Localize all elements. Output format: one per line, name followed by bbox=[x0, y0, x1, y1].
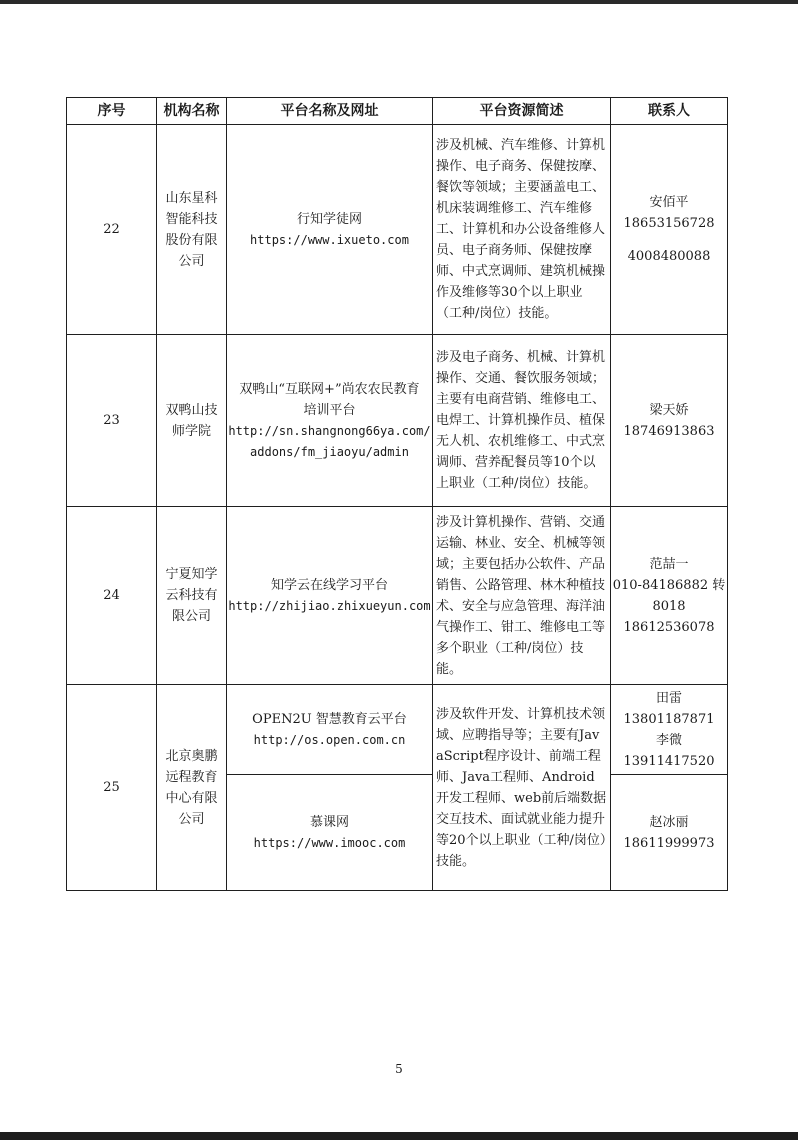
platform-url[interactable]: https://www.ixueto.com bbox=[250, 232, 409, 247]
page-number: 5 bbox=[395, 1062, 403, 1076]
platform-url[interactable]: addons/fm_jiaoyu/admin bbox=[250, 444, 409, 459]
contact-phone: 010-84186882 转 bbox=[612, 577, 726, 593]
table-row bbox=[67, 685, 728, 775]
table-row bbox=[67, 335, 728, 507]
contact-cell bbox=[611, 685, 728, 775]
contact-phone: 8018 bbox=[652, 598, 686, 614]
contact-cell bbox=[611, 507, 728, 685]
platform-cell bbox=[227, 507, 433, 685]
row-number: 23 bbox=[67, 335, 157, 507]
organization-name: 北京奥鹏 远程教育 中心有限 公司 bbox=[157, 685, 227, 891]
platform-cell bbox=[227, 685, 433, 775]
scan-edge-top bbox=[0, 0, 798, 4]
contact-name: 范喆一 bbox=[649, 556, 689, 572]
contact-name: 梁天娇 bbox=[649, 402, 689, 418]
platform-cell bbox=[227, 125, 433, 335]
contact-phone: 18746913863 bbox=[623, 423, 715, 439]
contact-phone: 13911417520 bbox=[623, 753, 715, 769]
organization-name: 宁夏知学 云科技有 限公司 bbox=[157, 507, 227, 685]
training-platform-table bbox=[66, 97, 728, 891]
contact-phone: 18612536078 bbox=[623, 619, 715, 635]
platform-name: 双鸭山“互联网+”尚农农民教育 bbox=[239, 381, 420, 397]
platform-name: 行知学徒网 bbox=[296, 211, 362, 227]
contact-phone: 18653156728 bbox=[623, 216, 715, 231]
organization-name: 双鸭山技 师学院 bbox=[157, 335, 227, 507]
platform-name: 知学云在线学习平台 bbox=[270, 577, 388, 593]
contact-name: 赵冰丽 bbox=[649, 814, 689, 830]
header-organization: 机构名称 bbox=[157, 98, 227, 125]
contact-name: 田雷 bbox=[655, 690, 682, 706]
row-number: 24 bbox=[67, 507, 157, 685]
header-platform: 平台名称及网址 bbox=[227, 98, 433, 125]
platform-description: 涉及电子商务、机械、计算机操作、交通、餐饮服务领域；主要有电商营销、维修电工、电焊工、计算机操作员、植保无人机、农机维修工、中式烹调师、营养配餐员等10个以上职业（工种/岗位）技能。 bbox=[433, 335, 611, 507]
platform-description: 涉及计算机操作、营销、交通运输、林业、安全、机械等领域；主要包括办公软件、产品销售、公路管理、林木种植技术、安全与应急管理、海洋油气操作工、钳工、维修电工等多个职业（工种/岗位）技能。 bbox=[433, 507, 611, 685]
platform-name: 慕课网 bbox=[309, 814, 349, 830]
contact-cell bbox=[611, 775, 728, 891]
platform-cell bbox=[227, 335, 433, 507]
contact-name: 李微 bbox=[655, 732, 682, 748]
platform-url[interactable]: https://www.imooc.com bbox=[253, 835, 406, 850]
table-header-row bbox=[67, 98, 728, 125]
contact-cell bbox=[611, 125, 728, 335]
platform-name: OPEN2U 智慧教育云平台 bbox=[252, 711, 407, 727]
platform-url[interactable]: http://sn.shangnong66ya.com/ bbox=[228, 423, 431, 438]
row-number: 22 bbox=[67, 125, 157, 335]
contact-phone: 18611999973 bbox=[623, 835, 715, 851]
table-row bbox=[67, 125, 728, 335]
organization-name: 山东星科 智能科技 股份有限 公司 bbox=[157, 125, 227, 335]
platform-url[interactable]: http://zhijiao.zhixueyun.com bbox=[228, 598, 431, 613]
platform-name: 培训平台 bbox=[303, 402, 356, 418]
row-number: 25 bbox=[67, 685, 157, 891]
contact-phone: 4008480088 bbox=[627, 249, 711, 264]
platform-description: 涉及软件开发、计算机技术领域、应聘指导等；主要有JavaScript程序设计、前端工程师、Java工程师、Android开发工程师、web前后端数据交互技术、面试就业能力提升等20个以上职业（工种/岗位）技能。 bbox=[433, 685, 611, 891]
contact-phone: 13801187871 bbox=[623, 711, 715, 727]
contact-name: 安佰平 bbox=[649, 195, 689, 210]
platform-description: 涉及机械、汽车维修、计算机操作、电子商务、保健按摩、餐饮等领域；主要涵盖电工、机床装调维修工、汽车维修工、计算机和办公设备维修人员、电子商务师、保健按摩师、中式烹调师、建筑机械操作及维修等30个以上职业（工种/岗位）技能。 bbox=[433, 125, 611, 335]
platform-cell bbox=[227, 775, 433, 891]
header-description: 平台资源简述 bbox=[433, 98, 611, 125]
header-contact: 联系人 bbox=[611, 98, 728, 125]
header-serial: 序号 bbox=[67, 98, 157, 125]
platform-url[interactable]: http://os.open.com.cn bbox=[253, 732, 406, 747]
contact-cell bbox=[611, 335, 728, 507]
scan-edge-bottom bbox=[0, 1132, 798, 1140]
table-row bbox=[67, 507, 728, 685]
